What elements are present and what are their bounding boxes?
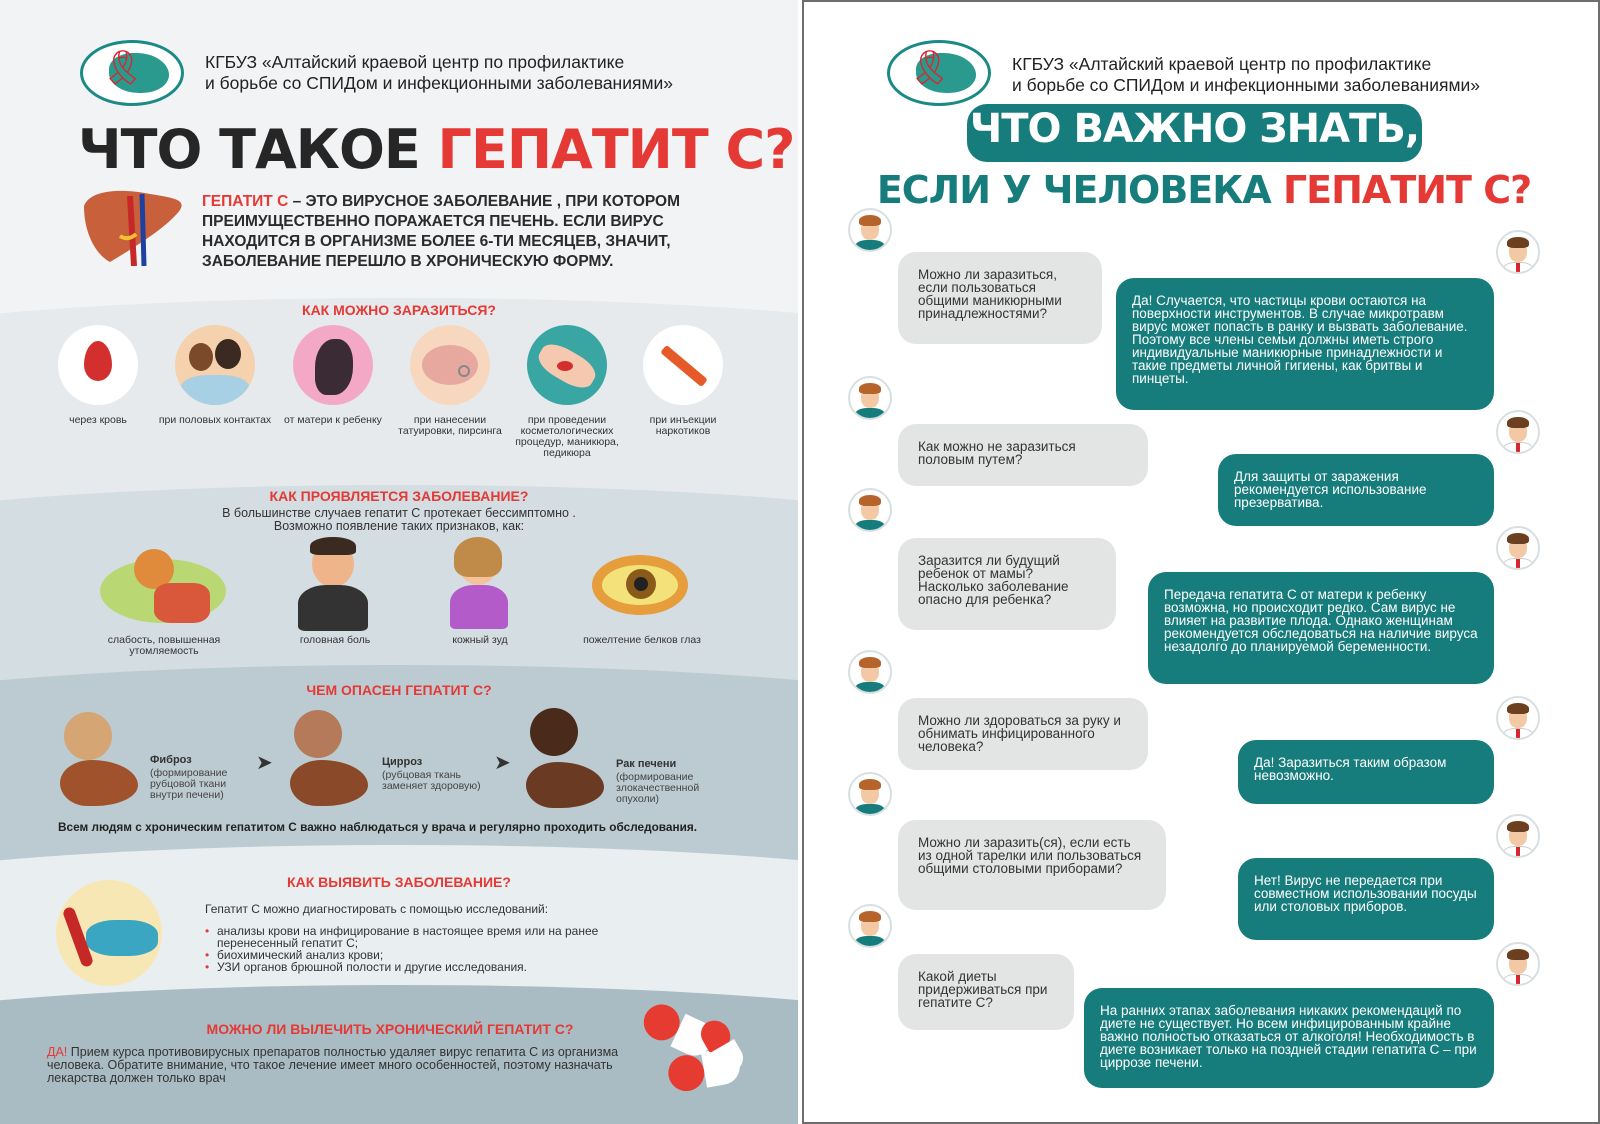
blood-drop-icon [58,325,138,405]
title-black: ЧТО ТАКОЕ [78,118,438,181]
infection-way-label: при половых контактах [158,414,272,426]
title-red: ГЕПАТИТ С? [1282,168,1532,212]
org-line-1: КГБУЗ «Алтайский краевой центр по профилактике [1012,54,1432,74]
stage-description: (формирование рубцовой ткани внутри печени) [150,767,228,801]
detect-item: • биохимический анализ крови; [205,949,605,961]
detect-intro: Гепатит С можно диагностировать с помощью исследований: [205,902,549,916]
patient-avatar [848,376,892,420]
red-ribbon-icon: 🎗 [101,49,145,87]
liver-icon [80,186,186,266]
cure-text [47,1046,627,1085]
question-bubble: Можно ли здороваться за руку и обнимать инфицированного человека? [898,698,1148,770]
blood-test-icon [56,880,162,986]
heading-danger: ЧЕМ ОПАСЕН ГЕПАТИТ С? [306,682,492,698]
heading-detect: КАК ВЫЯВИТЬ ЗАБОЛЕВАНИЕ? [287,874,511,890]
itching-girl-icon [430,535,530,635]
symptom-label: слабость, повышенная утомляемость [107,634,221,657]
cancer-tissue-icon [530,708,578,756]
red-ribbon-icon: 🎗 [908,49,952,87]
piercing-icon [410,325,490,405]
patient-avatar [848,904,892,948]
cure-yes: ДА! [47,1045,68,1059]
infection-way-label: от матери к ребенку [284,414,382,426]
symptom [94,545,234,657]
answer-bubble: Да! Случается, что частицы крови остаются на поверхности инструментов. В случае микротравм вирус может попасть в ранку и вызвать заболевание. Поэтому все члены семьи должны иметь строго индивидуальные маникюрные принадлежности и такие предметы личной гигиены, как бритвы и пинцеты. [1116,278,1494,410]
symptom-label: кожный зуд [452,634,508,646]
question-bubble: Какой диеты придерживаться при гепатите С? [898,954,1074,1030]
symptom-label: пожелтение белков глаз [583,634,701,646]
symptom [280,535,390,646]
doctor-avatar [1496,526,1540,570]
infection-way [623,325,743,437]
answer-bubble: Для защиты от заражения рекомендуется использование презерватива. [1218,454,1494,526]
organization-name [205,52,673,94]
patient-avatar [848,772,892,816]
heading-cure: МОЖНО ЛИ ВЫЛЕЧИТЬ ХРОНИЧЕСКИЙ ГЕПАТИТ С? [206,1021,574,1037]
liver-icon [60,760,138,806]
stage-name: Рак печени [616,758,677,770]
doctor-avatar [1496,942,1540,986]
fibrosis-tissue-icon [64,712,112,760]
definition-term: ГЕПАТИТ С [202,193,289,210]
symptom [430,535,530,646]
syringe-icon [643,325,723,405]
symptom [582,545,702,646]
org-line-2: и борьбе со СПИДом и инфекционными заболеваниями» [1012,75,1481,95]
infection-way-label: при нанесении татуировки, пирсинга [398,414,502,437]
title-line-2 [874,168,1534,212]
infection-way [507,325,627,459]
definition-text [202,192,762,272]
symptoms-intro-line: В большинстве случаев гепатит С протекает бессимптомно . [222,506,576,520]
manicure-icon [527,325,607,405]
cirrhosis-tissue-icon [294,710,342,758]
left-poster [0,0,798,1124]
page-title [78,118,794,181]
detect-list [205,925,605,973]
doctor-avatar [1496,410,1540,454]
arrow-icon: ➤ [256,752,273,774]
aids-center-logo [80,40,184,106]
cure-body: Прием курса противовирусных препаратов полностью удаляет вирус гепатита С из организма человека. Обратите внимание, что такое лечение имеет много особенностей, поэтому назначать лекарства должен только врач [47,1045,619,1085]
detect-item: • анализы крови на инфицирование в настоящее время или на ранее перенесенный гепатит С; [205,925,605,949]
question-bubble: Можно ли заразить(ся), если есть из одной тарелки или пользоваться общими столовыми приборами? [898,820,1166,910]
org-line-2: и борьбе со СПИДом и инфекционными заболеваниями» [205,73,674,93]
couple-icon [175,325,255,405]
infection-way-label: при инъекции наркотиков [649,414,717,437]
heading-symptoms: КАК ПРОЯВЛЯЕТСЯ ЗАБОЛЕВАНИЕ? [269,488,529,504]
aids-center-logo [887,40,991,106]
stage-fibrosis [60,712,260,812]
infection-way-label: при проведении косметологических процедур, маникюра, педикюра [515,414,619,459]
infection-way [38,325,158,426]
question-bubble: Заразится ли будущий ребенок от мамы? Насколько заболевание опасно для ребенка? [898,538,1116,630]
doctor-avatar [1496,814,1540,858]
question-bubble: Как можно не заразиться половым путем? [898,424,1148,486]
answer-bubble: На ранних этапах заболевания никаких рекомендаций по диете не существует. Но всем инфицированным крайне важно полностью отказаться от алкоголя! Необходимость в диете возникает только на поздней стадии гепатита С – при циррозе печени. [1084,988,1494,1088]
monitoring-note: Всем людям с хроническим гепатитом С важно наблюдаться у врача и регулярно проходить обследования. [58,820,697,834]
patient-avatar [848,488,892,532]
title-line-1: ЧТО ВАЖНО ЗНАТЬ, [969,106,1420,152]
yellow-eye-icon [582,545,702,635]
stage-description: (рубцовая ткань заменяет здоровую) [382,769,481,792]
answer-bubble: Да! Заразиться таким образом невозможно. [1238,740,1494,804]
infection-way [390,325,510,437]
liver-icon [526,762,604,808]
org-line-1: КГБУЗ «Алтайский краевой центр по профилактике [205,52,625,72]
stage-cirrhosis [290,710,490,810]
symptoms-intro-line: Возможно появление таких признаков, как: [273,519,525,533]
heading-how-infected: КАК МОЖНО ЗАРАЗИТЬСЯ? [302,302,496,318]
stage-name: Фиброз [150,754,192,766]
doctor-avatar [1496,696,1540,740]
pregnant-woman-icon [293,325,373,405]
infection-way-label: через кровь [69,414,127,426]
question-bubble: Можно ли заразиться, если пользоваться общими маникюрными принадлежностями? [898,252,1102,344]
definition-body: – ЭТО ВИРУСНОЕ ЗАБОЛЕВАНИЕ , ПРИ КОТОРОМ ПРЕИМУЩЕСТВЕННО ПОРАЖАЕТСЯ ПЕЧЕНЬ. ЕСЛИ ВИРУС НАХОДИТСЯ В ОРГАНИЗМЕ БОЛЕЕ 6-ТИ МЕСЯЦЕВ, ЗНАЧИТ, ЗАБОЛЕВАНИЕ ПЕРЕШЛО В ХРОНИЧЕСКУЮ ФОРМУ. [202,193,680,270]
stage-name: Цирроз [382,756,423,768]
headache-man-icon [280,535,390,635]
doctor-avatar [1496,230,1540,274]
stage-description: (формирование злокачественной опухоли) [616,771,700,805]
title-red: ГЕПАТИТ С? [437,118,795,181]
patient-avatar [848,208,892,252]
symptom-label: головная боль [299,634,371,646]
infection-way [273,325,393,426]
arrow-icon: ➤ [494,752,511,774]
title-teal: ЕСЛИ У ЧЕЛОВЕКА [876,168,1283,212]
detect-item: • УЗИ органов брюшной полости и другие исследования. [205,961,605,973]
right-poster [802,0,1600,1124]
tired-woman-icon [94,545,234,635]
answer-bubble: Нет! Вирус не передается при совместном использовании посуды или столовых приборов. [1238,858,1494,940]
stage-cancer [526,708,746,812]
symptoms-intro [0,507,798,533]
organization-name [1012,54,1480,96]
infection-way [155,325,275,426]
liver-icon [290,760,368,806]
patient-avatar [848,650,892,694]
answer-bubble: Передача гепатита С от матери к ребенку возможна, но происходит редко. Сам вирус не влияет на развитие плода. Однако женщинам рекомендуется обследоваться на наличие вируса незадолго до планируемой беременности. [1148,572,1494,684]
